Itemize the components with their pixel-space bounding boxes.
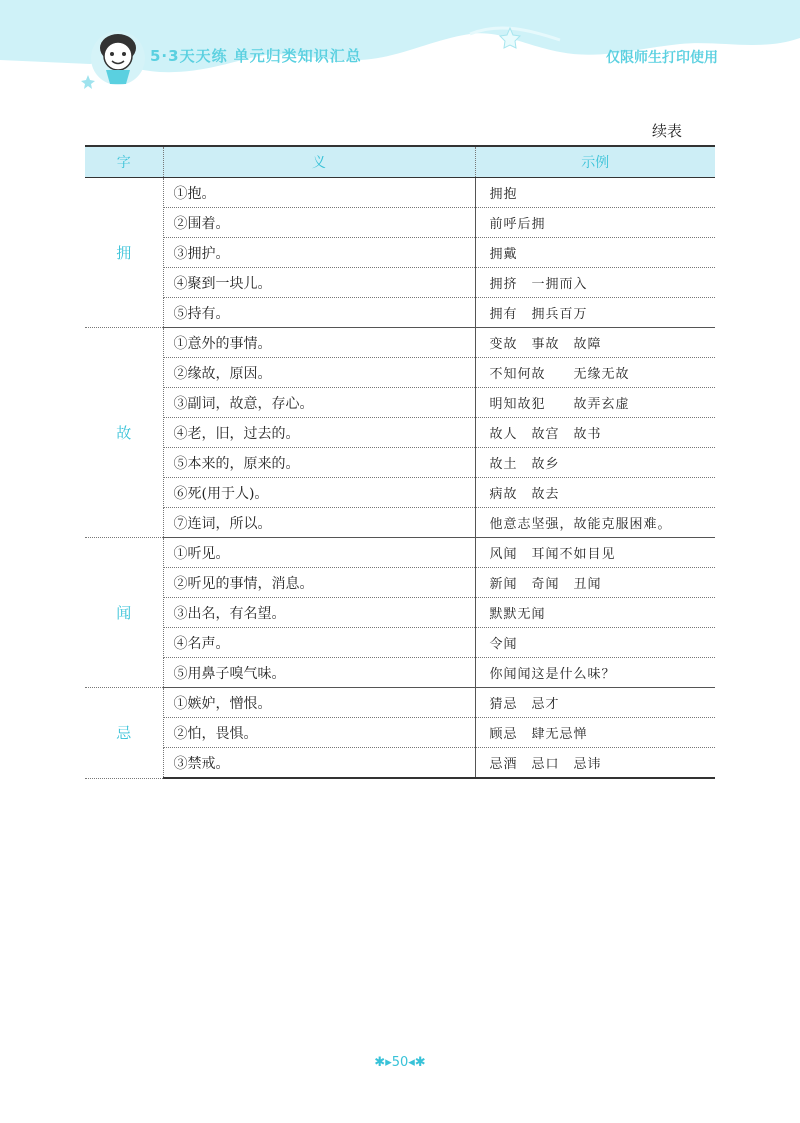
example-cell: 忌酒 忌口 忌讳 bbox=[475, 748, 715, 779]
table-row bbox=[85, 208, 715, 238]
table-row bbox=[85, 388, 715, 418]
meaning-cell: ①抱。 bbox=[163, 178, 475, 208]
example-cell: 前呼后拥 bbox=[475, 208, 715, 238]
meaning-cell: ④聚到一块儿。 bbox=[163, 268, 475, 298]
table-row bbox=[85, 718, 715, 748]
example-cell: 明知故犯 故弄玄虚 bbox=[475, 388, 715, 418]
table-row bbox=[85, 178, 715, 208]
table-body bbox=[85, 178, 715, 779]
example-cell: 故土 故乡 bbox=[475, 448, 715, 478]
meaning-cell: ④名声。 bbox=[163, 628, 475, 658]
page-number-value: 50 bbox=[391, 1055, 409, 1070]
meaning-cell: ②围着。 bbox=[163, 208, 475, 238]
table-row bbox=[85, 508, 715, 538]
word-meaning-table bbox=[85, 145, 715, 779]
table-row bbox=[85, 688, 715, 718]
table-row bbox=[85, 658, 715, 688]
example-cell: 风闻 耳闻不如目见 bbox=[475, 538, 715, 568]
table-header-row bbox=[85, 146, 715, 178]
example-cell: 默默无闻 bbox=[475, 598, 715, 628]
page-number bbox=[0, 1055, 800, 1070]
meaning-cell: ④老，旧，过去的。 bbox=[163, 418, 475, 448]
table-row bbox=[85, 268, 715, 298]
meaning-cell: ③禁戒。 bbox=[163, 748, 475, 779]
table-row bbox=[85, 418, 715, 448]
example-cell: 拥有 拥兵百万 bbox=[475, 298, 715, 328]
table-row bbox=[85, 358, 715, 388]
table-row bbox=[85, 568, 715, 598]
example-cell: 不知何故 无缘无故 bbox=[475, 358, 715, 388]
table-row bbox=[85, 238, 715, 268]
example-cell: 他意志坚强，故能克服困难。 bbox=[475, 508, 715, 538]
meaning-cell: ⑥死(用于人)。 bbox=[163, 478, 475, 508]
table-row bbox=[85, 478, 715, 508]
character-cell: 闻 bbox=[85, 538, 163, 688]
star-icon bbox=[81, 75, 95, 89]
meaning-cell: ①听见。 bbox=[163, 538, 475, 568]
example-cell: 病故 故去 bbox=[475, 478, 715, 508]
header-char: 字 bbox=[85, 146, 163, 178]
example-cell: 拥挤 一拥而入 bbox=[475, 268, 715, 298]
continued-label: 续表 bbox=[652, 122, 683, 140]
meaning-cell: ①嫉妒，憎恨。 bbox=[163, 688, 475, 718]
example-cell: 顾忌 肆无忌惮 bbox=[475, 718, 715, 748]
usage-note: 仅限师生打印使用 bbox=[606, 50, 718, 66]
page-number-left-ornament: ✱▸ bbox=[374, 1055, 392, 1070]
meaning-cell: ⑤持有。 bbox=[163, 298, 475, 328]
character-cell: 故 bbox=[85, 328, 163, 538]
header-meaning: 义 bbox=[163, 146, 475, 178]
meaning-cell: ②怕，畏惧。 bbox=[163, 718, 475, 748]
character-cell: 拥 bbox=[85, 178, 163, 328]
header-example: 示例 bbox=[475, 146, 715, 178]
mascot-icon bbox=[91, 31, 145, 85]
example-cell: 令闻 bbox=[475, 628, 715, 658]
table-row bbox=[85, 748, 715, 779]
page-header bbox=[0, 0, 800, 95]
meaning-cell: ②听见的事情，消息。 bbox=[163, 568, 475, 598]
page-number-right-ornament: ◂✱ bbox=[408, 1055, 426, 1070]
example-cell: 拥抱 bbox=[475, 178, 715, 208]
character-cell: 忌 bbox=[85, 688, 163, 779]
example-cell: 拥戴 bbox=[475, 238, 715, 268]
example-cell: 新闻 奇闻 丑闻 bbox=[475, 568, 715, 598]
table-row bbox=[85, 628, 715, 658]
table-row bbox=[85, 298, 715, 328]
meaning-cell: ⑦连词，所以。 bbox=[163, 508, 475, 538]
brand-title: 5·3天天练 单元归类知识汇总 bbox=[150, 47, 362, 65]
meaning-cell: ②缘故，原因。 bbox=[163, 358, 475, 388]
table-row bbox=[85, 538, 715, 568]
example-cell: 变故 事故 故障 bbox=[475, 328, 715, 358]
example-cell: 故人 故宫 故书 bbox=[475, 418, 715, 448]
meaning-cell: ③拥护。 bbox=[163, 238, 475, 268]
meaning-cell: ⑤用鼻子嗅气味。 bbox=[163, 658, 475, 688]
table-row bbox=[85, 448, 715, 478]
table-row bbox=[85, 598, 715, 628]
meaning-cell: ⑤本来的，原来的。 bbox=[163, 448, 475, 478]
example-cell: 你闻闻这是什么味？ bbox=[475, 658, 715, 688]
meaning-cell: ①意外的事情。 bbox=[163, 328, 475, 358]
meaning-cell: ③出名，有名望。 bbox=[163, 598, 475, 628]
table-row bbox=[85, 328, 715, 358]
meaning-cell: ③副词，故意，存心。 bbox=[163, 388, 475, 418]
example-cell: 猜忌 忌才 bbox=[475, 688, 715, 718]
